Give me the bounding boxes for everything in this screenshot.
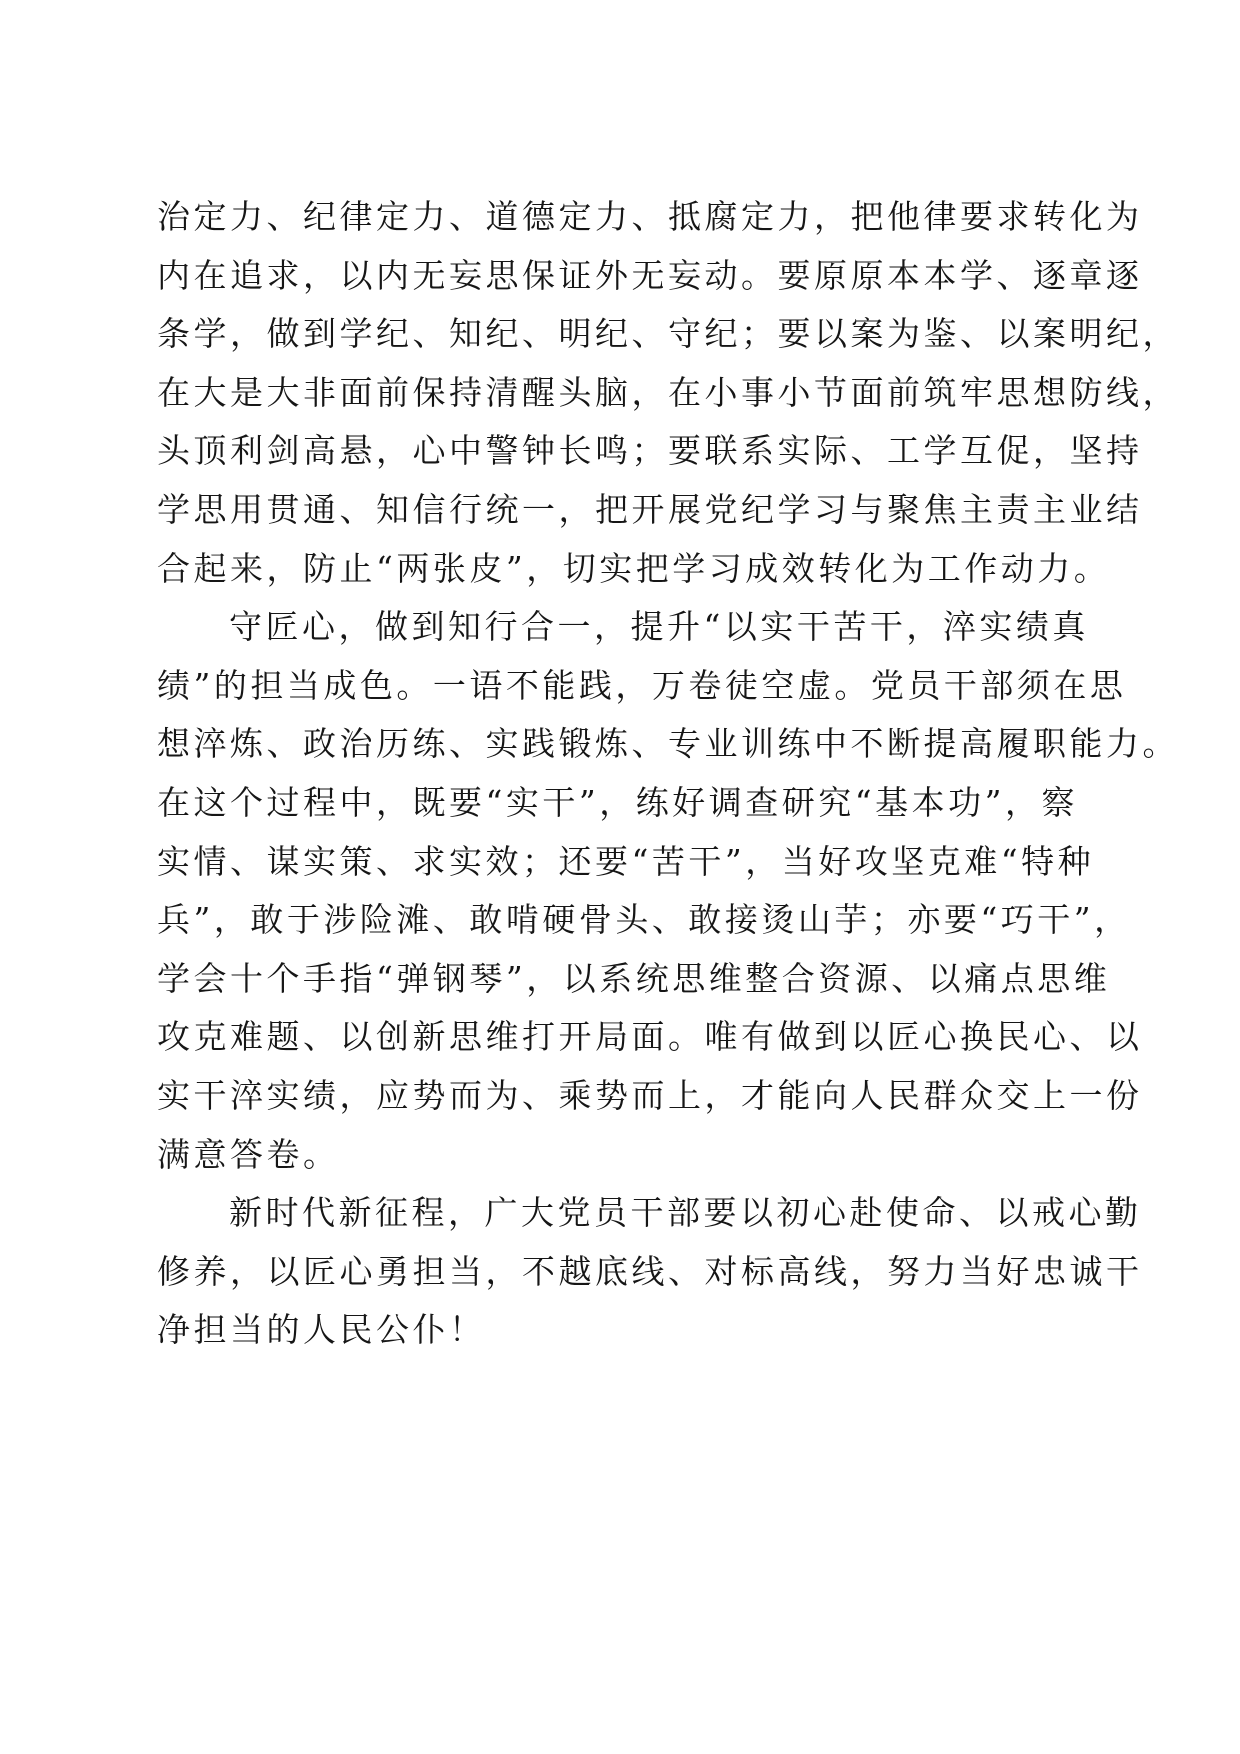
paragraph-3 xyxy=(157,1184,1143,1360)
text-line: 学思用贯通、知信行统一，把开展党纪学习与聚焦主责主业结 xyxy=(157,489,1143,529)
text-line: 净担当的人民公仆！ xyxy=(157,1310,486,1350)
text-line: 实干淬实绩，应势而为、乘势而上，才能向人民群众交上一份 xyxy=(157,1075,1143,1115)
text-line: 在这个过程中，既要“实干”，练好调查研究“基本功”，察 xyxy=(157,782,1078,822)
text-line: 兵”，敢于涉险滩、敢啃硬骨头、敢接烫山芋；亦要“巧干”， xyxy=(157,900,1131,940)
text-line: 合起来，防止“两张皮”，切实把学习成效转化为工作动力。 xyxy=(157,548,1111,588)
text-line: 绩”的担当成色。一语不能践，万卷徒空虚。党员干部须在思 xyxy=(157,665,1127,705)
text-line: 修养，以匠心勇担当，不越底线、对标高线，努力当好忠诚干 xyxy=(157,1251,1143,1291)
text-line: 内在追求，以内无妄思保证外无妄动。要原原本本学、逐章逐 xyxy=(157,255,1143,295)
document-body xyxy=(157,188,1179,1360)
text-line: 攻克难题、以创新思维打开局面。唯有做到以匠心换民心、以 xyxy=(157,1017,1143,1057)
text-line: 学会十个手指“弹钢琴”，以系统思维整合资源、以痛点思维 xyxy=(157,958,1111,998)
text-line: 实情、谋实策、求实效；还要“苦干”，当好攻坚克难“特种 xyxy=(157,841,1095,881)
text-line: 条学，做到学纪、知纪、明纪、守纪；要以案为鉴、以案明纪， xyxy=(157,314,1179,354)
text-line: 在大是大非面前保持清醒头脑，在小事小节面前筑牢思想防线， xyxy=(157,372,1179,412)
text-line: 满意答卷。 xyxy=(157,1134,340,1174)
text-line: 治定力、纪律定力、道德定力、抵腐定力，把他律要求转化为 xyxy=(157,197,1143,236)
paragraph-2 xyxy=(157,598,1179,1184)
text-line: 新时代新征程，广大党员干部要以初心赴使命、以戒心勤 xyxy=(229,1193,1142,1233)
text-line: 想淬炼、政治历练、实践锻炼、专业训练中不断提高履职能力。 xyxy=(157,724,1179,764)
text-line: 头顶利剑高悬，心中警钟长鸣；要联系实际、工学互促，坚持 xyxy=(157,431,1143,471)
text-line: 守匠心，做到知行合一，提升“以实干苦干，淬实绩真 xyxy=(229,607,1089,647)
paragraph-1 xyxy=(157,188,1179,598)
